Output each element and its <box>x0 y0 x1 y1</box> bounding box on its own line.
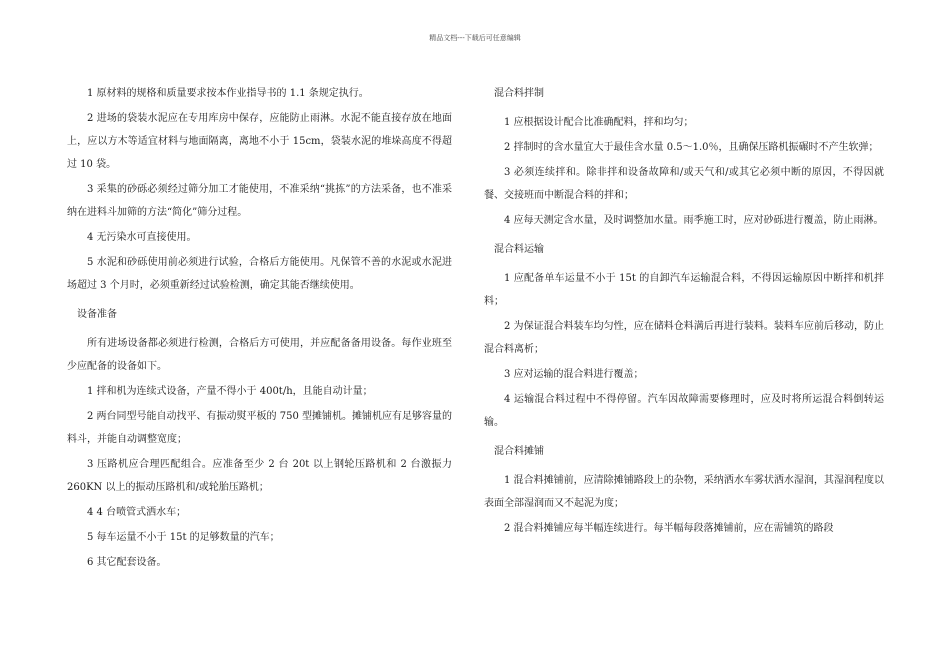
section-heading: 混合料摊铺 <box>494 446 544 457</box>
paragraph: 所有进场设备都必须进行检测，合格后方可使用，并应配备备用设备。每作业班至少应配备的设备如下。 <box>67 338 452 372</box>
section-heading: 混合料拌制 <box>494 88 544 99</box>
paragraph: 4 运输混合料过程中不得停留。汽车因故障需要修理时，应及时将所运混合料倒转运输。 <box>484 394 884 428</box>
paragraph: 3 压路机应合理匹配组合。应准备至少 2 台 20t 以上钢轮压路机和 2 台激振力 260KN 以上的振动压路机和/或轮胎压路机； <box>67 459 452 493</box>
paragraph: 2 拌制时的含水量宜大于最佳含水量 0.5～1.0％，且确保压路机振碾时不产生软弹； <box>504 142 879 153</box>
paragraph: 2 进场的袋装水泥应在专用库房中保存，应能防止雨淋。水泥不能直接存放在地面上，应以方木等适宜材料与地面隔离，离地不小于 15cm，袋装水泥的堆垛高度不得超过 10 袋。 <box>67 113 452 170</box>
section-heading: 设备准备 <box>77 309 117 320</box>
paragraph: 1 原材料的规格和质量要求按本作业指导书的 1.1 条规定执行。 <box>87 88 369 99</box>
paragraph: 2 两台同型号能自动找平、有振动熨平板的 750 型摊铺机。摊铺机应有足够容量的料斗，并能自动调整宽度； <box>67 411 452 445</box>
paragraph: 3 应对运输的混合料进行覆盖； <box>504 369 644 380</box>
paragraph: 2 混合料摊铺应每半幅连续进行。每半幅每段落摊铺前，应在需铺筑的路段 <box>504 523 834 534</box>
paragraph: 6 其它配套设备。 <box>87 557 167 568</box>
paragraph: 3 采集的砂砾必须经过筛分加工才能使用，不准采纳“挑拣”的方法采备，也不准采纳在进料斗加筛的方法“简化”筛分过程。 <box>67 184 452 218</box>
page-header: 精品文档---下载后可任意编辑 <box>429 34 521 42</box>
paragraph: 5 每车运量不小于 15t 的足够数量的汽车； <box>87 532 280 543</box>
right-column <box>484 82 884 542</box>
paragraph: 2 为保证混合料装车均匀性，应在储料仓料满后再进行装料。装料车应前后移动，防止混合料离析； <box>484 321 884 355</box>
paragraph: 1 拌和机为连续式设备，产量不得小于 400t/h，且能自动计量； <box>87 386 373 397</box>
paragraph: 1 混合料摊铺前，应清除摊铺路段上的杂物，采纳洒水车雾状洒水湿润，其湿润程度以表面全部湿润而又不起泥为度； <box>484 475 884 509</box>
paragraph: 4 无污染水可直接使用。 <box>87 232 197 243</box>
paragraph: 1 应根据设计配合比准确配料，拌和均匀； <box>504 117 694 128</box>
paragraph: 4 4 台喷管式洒水车； <box>87 507 187 518</box>
paragraph: 4 应每天测定含水量，及时调整加水量。雨季施工时，应对砂砾进行覆盖，防止雨淋。 <box>504 215 884 226</box>
left-column <box>67 82 452 576</box>
paragraph: 1 应配备单车运量不小于 15t 的自卸汽车运输混合料，不得因运输原因中断拌和机拌料； <box>484 273 884 307</box>
paragraph: 5 水泥和砂砾使用前必须进行试验，合格后方能使用。凡保管不善的水泥或水泥进场超过 3 个月时，必须重新经过试验检测，确定其能否继续使用。 <box>67 257 452 291</box>
paragraph: 3 必须连续拌和。除非拌和设备故障和/或天气和/或其它必须中断的原因，不得因就餐、交接班而中断混合料的拌和； <box>484 167 884 201</box>
section-heading: 混合料运输 <box>494 244 544 255</box>
